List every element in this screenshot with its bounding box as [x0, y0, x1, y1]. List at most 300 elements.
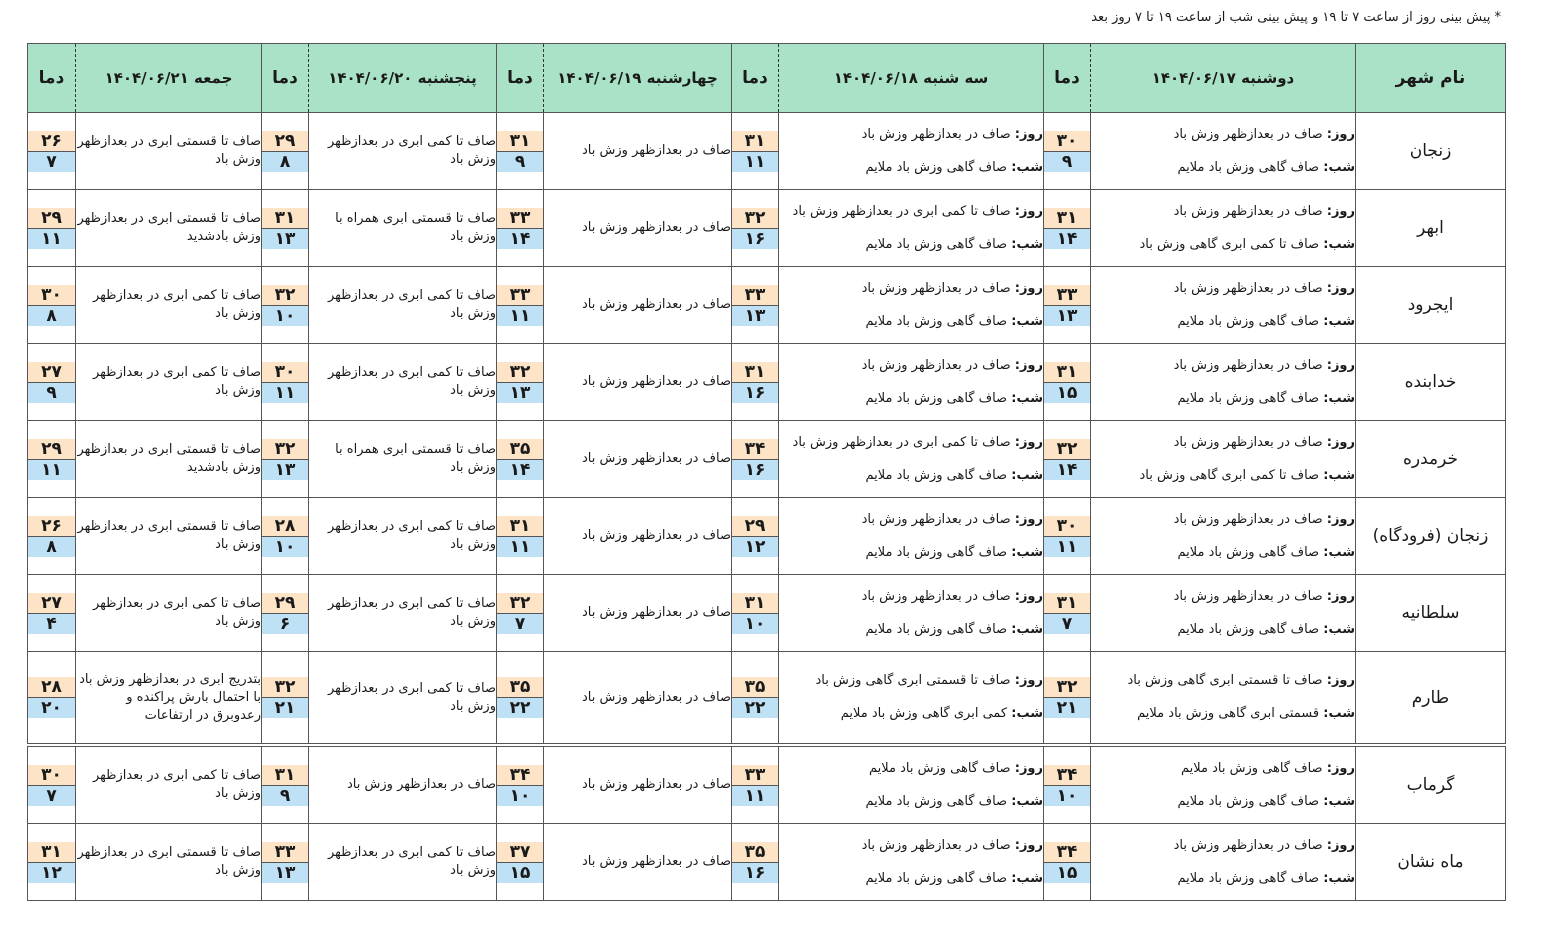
table-row — [28, 575, 1506, 652]
min-temp: ۱۰ — [262, 306, 308, 326]
min-temp: ۴ — [28, 614, 75, 634]
min-temp: ۱۳ — [497, 383, 543, 403]
min-temp: ۱۱ — [732, 786, 778, 806]
night-text: صاف تا کمی ابری گاهی وزش باد — [1139, 236, 1320, 252]
night-text: صاف گاهی وزش باد ملایم — [1177, 793, 1320, 809]
forecast-day5: صاف تا کمی ابری در بعدازظهر وزش باد — [76, 575, 262, 652]
min-temp: ۱۳ — [732, 306, 778, 326]
min-temp: ۱۱ — [262, 383, 308, 403]
forecast-day4: صاف تا قسمتی ابری همراه با وزش باد — [309, 190, 497, 267]
header-temp-1: دما — [1044, 44, 1091, 113]
max-temp: ۳۴ — [497, 765, 543, 786]
day-label: روز: — [1014, 588, 1043, 604]
city-name: ابهر — [1356, 190, 1506, 267]
temp-day4 — [262, 747, 309, 824]
min-temp: ۸ — [262, 152, 308, 172]
city-name: زنجان — [1356, 113, 1506, 190]
max-temp: ۳۵ — [732, 842, 778, 863]
max-temp: ۳۱ — [497, 516, 543, 537]
day-text: صاف در بعدازظهر وزش باد — [1173, 203, 1323, 219]
max-temp: ۳۰ — [28, 285, 75, 306]
table-row — [28, 267, 1506, 344]
day-text: صاف در بعدازظهر وزش باد — [861, 588, 1011, 604]
night-text: قسمتی ابری گاهی وزش باد ملایم — [1137, 706, 1320, 721]
temp-day3 — [497, 267, 544, 344]
temp-day1 — [1044, 344, 1091, 421]
header-day-1: دوشنبه ۱۴۰۴/۰۶/۱۷ — [1091, 44, 1356, 113]
night-text: صاف گاهی وزش باد ملایم — [1177, 621, 1320, 637]
min-temp: ۱۰ — [262, 537, 308, 557]
temp-day2 — [732, 267, 779, 344]
header-row — [28, 44, 1506, 113]
min-temp: ۱۳ — [1044, 306, 1090, 326]
temp-day5 — [28, 652, 76, 744]
min-temp: ۱۵ — [497, 863, 543, 883]
max-temp: ۳۱ — [262, 208, 308, 229]
min-temp: ۱۵ — [1044, 383, 1090, 403]
min-temp: ۱۶ — [732, 863, 778, 883]
min-temp: ۱۱ — [497, 306, 543, 326]
forecast-note: * پیش بینی روز از ساعت ۷ تا ۱۹ و پیش بینی شب از ساعت ۱۹ تا ۷ روز بعد — [1091, 10, 1501, 25]
day-label: روز: — [1326, 203, 1355, 219]
temp-day4 — [262, 498, 309, 575]
min-temp: ۶ — [262, 614, 308, 634]
city-name: سلطانیه — [1356, 575, 1506, 652]
min-temp: ۱۱ — [497, 537, 543, 557]
max-temp: ۳۲ — [262, 285, 308, 306]
forecast-day4: صاف تا قسمتی ابری همراه با وزش باد — [309, 421, 497, 498]
max-temp: ۳۲ — [262, 439, 308, 460]
forecast-day4: صاف تا کمی ابری در بعدازظهر وزش باد — [309, 824, 497, 901]
day-text: صاف در بعدازظهر وزش باد — [1173, 126, 1323, 142]
forecast-day2 — [779, 652, 1044, 744]
forecast-day1 — [1091, 421, 1356, 498]
day-text: صاف در بعدازظهر وزش باد — [1173, 837, 1323, 853]
min-temp: ۱۳ — [262, 863, 308, 883]
day-text: صاف تا قسمتی ابری گاهی وزش باد — [815, 673, 1011, 688]
forecast-day5: صاف تا قسمتی ابری در بعدازظهر وزش باد — [76, 824, 262, 901]
min-temp: ۱۱ — [732, 152, 778, 172]
night-label: شب: — [1323, 544, 1355, 560]
night-label: شب: — [1323, 313, 1355, 329]
min-temp: ۱۰ — [732, 614, 778, 634]
city-name: خدابنده — [1356, 344, 1506, 421]
table-row — [28, 652, 1506, 744]
day-text: صاف گاهی وزش باد ملایم — [1180, 760, 1323, 776]
forecast-day3: صاف در بعدازظهر وزش باد — [544, 344, 732, 421]
max-temp: ۳۳ — [1044, 285, 1090, 306]
day-text: صاف تا کمی ابری در بعدازظهر وزش باد — [792, 203, 1011, 219]
min-temp: ۱۱ — [28, 229, 75, 249]
forecast-day1 — [1091, 267, 1356, 344]
forecast-day5: صاف تا کمی ابری در بعدازظهر وزش باد — [76, 747, 262, 824]
day-text: صاف در بعدازظهر وزش باد — [861, 357, 1011, 373]
min-temp: ۷ — [28, 786, 75, 806]
max-temp: ۳۱ — [1044, 362, 1090, 383]
temp-day3 — [497, 575, 544, 652]
max-temp: ۳۰ — [262, 362, 308, 383]
temp-day5 — [28, 421, 76, 498]
temp-day1 — [1044, 824, 1091, 901]
min-temp: ۱۶ — [732, 229, 778, 249]
temp-day2 — [732, 421, 779, 498]
min-temp: ۱۶ — [732, 460, 778, 480]
night-text: صاف گاهی وزش باد ملایم — [865, 467, 1008, 483]
temp-day3 — [497, 824, 544, 901]
forecast-day1 — [1091, 747, 1356, 824]
forecast-day5: صاف تا قسمتی ابری در بعدازظهر وزش باد — [76, 113, 262, 190]
day-text: صاف در بعدازظهر وزش باد — [1173, 280, 1323, 296]
forecast-day2 — [779, 824, 1044, 901]
forecast-day3: صاف در بعدازظهر وزش باد — [544, 498, 732, 575]
temp-day4 — [262, 575, 309, 652]
day-label: روز: — [1014, 511, 1043, 527]
table-row — [28, 747, 1506, 824]
min-temp: ۹ — [1044, 152, 1090, 172]
min-temp: ۱۱ — [1044, 537, 1090, 557]
max-temp: ۲۹ — [732, 516, 778, 537]
temp-day2 — [732, 747, 779, 824]
max-temp: ۳۲ — [497, 362, 543, 383]
max-temp: ۳۲ — [1044, 439, 1090, 460]
temp-day2 — [732, 113, 779, 190]
night-text: صاف گاهی وزش باد ملایم — [1177, 313, 1320, 329]
night-label: شب: — [1011, 390, 1043, 406]
min-temp: ۱۴ — [1044, 460, 1090, 480]
min-temp: ۷ — [497, 614, 543, 634]
forecast-day2 — [779, 344, 1044, 421]
day-label: روز: — [1014, 837, 1043, 853]
forecast-day3: صاف در بعدازظهر وزش باد — [544, 824, 732, 901]
temp-day5 — [28, 824, 76, 901]
day-text: صاف در بعدازظهر وزش باد — [861, 126, 1011, 142]
min-temp: ۱۲ — [28, 863, 75, 883]
forecast-day4: صاف تا کمی ابری در بعدازظهر وزش باد — [309, 575, 497, 652]
temp-day5 — [28, 747, 76, 824]
night-label: شب: — [1011, 313, 1043, 329]
temp-day5 — [28, 113, 76, 190]
day-text: صاف گاهی وزش باد ملایم — [868, 760, 1011, 776]
temp-day5 — [28, 267, 76, 344]
day-text: صاف در بعدازظهر وزش باد — [1173, 434, 1323, 450]
temp-day4 — [262, 267, 309, 344]
temp-day4 — [262, 652, 309, 744]
night-label: شب: — [1323, 706, 1355, 721]
temp-day1 — [1044, 190, 1091, 267]
min-temp: ۲۱ — [262, 698, 308, 718]
city-name: خرمدره — [1356, 421, 1506, 498]
max-temp: ۳۳ — [732, 285, 778, 306]
table-row — [28, 344, 1506, 421]
min-temp: ۸ — [28, 537, 75, 557]
max-temp: ۳۱ — [1044, 208, 1090, 229]
forecast-day4: صاف تا کمی ابری در بعدازظهر وزش باد — [309, 652, 497, 744]
max-temp: ۲۹ — [28, 208, 75, 229]
max-temp: ۳۳ — [497, 285, 543, 306]
night-text: کمی ابری گاهی وزش باد ملایم — [840, 706, 1008, 721]
night-label: شب: — [1011, 159, 1043, 175]
forecast-day3: صاف در بعدازظهر وزش باد — [544, 113, 732, 190]
max-temp: ۲۷ — [28, 362, 75, 383]
forecast-day3: صاف در بعدازظهر وزش باد — [544, 190, 732, 267]
forecast-day3: صاف در بعدازظهر وزش باد — [544, 267, 732, 344]
night-label: شب: — [1323, 621, 1355, 637]
min-temp: ۹ — [262, 786, 308, 806]
city-name: گرماب — [1356, 747, 1506, 824]
min-temp: ۹ — [497, 152, 543, 172]
forecast-day4: صاف تا کمی ابری در بعدازظهر وزش باد — [309, 267, 497, 344]
max-temp: ۲۸ — [262, 516, 308, 537]
temp-day2 — [732, 498, 779, 575]
header-day-3: چهارشنبه ۱۴۰۴/۰۶/۱۹ — [544, 44, 732, 113]
night-label: شب: — [1011, 793, 1043, 809]
header-day-5: جمعه ۱۴۰۴/۰۶/۲۱ — [76, 44, 262, 113]
temp-day1 — [1044, 652, 1091, 744]
max-temp: ۳۴ — [1044, 765, 1090, 786]
max-temp: ۳۲ — [1044, 677, 1090, 698]
forecast-day1 — [1091, 652, 1356, 744]
max-temp: ۳۷ — [497, 842, 543, 863]
min-temp: ۱۰ — [1044, 786, 1090, 806]
forecast-day5: بتدریج ابری در بعدازظهر وزش باد با احتمال بارش پراکنده و رعدوبرق در ارتفاعات — [76, 652, 262, 744]
night-text: صاف گاهی وزش باد ملایم — [1177, 159, 1320, 175]
max-temp: ۳۲ — [262, 677, 308, 698]
forecast-day3: صاف در بعدازظهر وزش باد — [544, 575, 732, 652]
night-text: صاف گاهی وزش باد ملایم — [865, 236, 1008, 252]
temp-day3 — [497, 421, 544, 498]
day-text: صاف در بعدازظهر وزش باد — [1173, 357, 1323, 373]
day-label: روز: — [1326, 357, 1355, 373]
forecast-day2 — [779, 498, 1044, 575]
night-text: صاف گاهی وزش باد ملایم — [865, 870, 1008, 886]
night-text: صاف گاهی وزش باد ملایم — [865, 390, 1008, 406]
max-temp: ۳۵ — [497, 439, 543, 460]
table-row — [28, 190, 1506, 267]
temp-day3 — [497, 498, 544, 575]
forecast-day3: صاف در بعدازظهر وزش باد — [544, 747, 732, 824]
forecast-table — [27, 43, 1506, 901]
forecast-day2 — [779, 190, 1044, 267]
max-temp: ۳۱ — [732, 131, 778, 152]
header-day-4: پنجشنبه ۱۴۰۴/۰۶/۲۰ — [309, 44, 497, 113]
night-text: صاف تا کمی ابری گاهی وزش باد — [1139, 467, 1320, 483]
min-temp: ۷ — [28, 152, 75, 172]
max-temp: ۳۱ — [28, 842, 75, 863]
header-day-2: سه شنبه ۱۴۰۴/۰۶/۱۸ — [779, 44, 1044, 113]
max-temp: ۲۶ — [28, 516, 75, 537]
forecast-day4: صاف در بعدازظهر وزش باد — [309, 747, 497, 824]
forecast-day5: صاف تا کمی ابری در بعدازظهر وزش باد — [76, 344, 262, 421]
temp-day2 — [732, 575, 779, 652]
night-label: شب: — [1323, 159, 1355, 175]
min-temp: ۲۲ — [732, 698, 778, 718]
forecast-day1 — [1091, 824, 1356, 901]
max-temp: ۳۳ — [732, 765, 778, 786]
temp-day4 — [262, 824, 309, 901]
table-row — [28, 113, 1506, 190]
night-label: شب: — [1323, 390, 1355, 406]
night-text: صاف گاهی وزش باد ملایم — [1177, 870, 1320, 886]
night-label: شب: — [1011, 467, 1043, 483]
max-temp: ۲۶ — [28, 131, 75, 152]
header-city: نام شهر — [1356, 44, 1506, 113]
header-temp-3: دما — [497, 44, 544, 113]
temp-day1 — [1044, 575, 1091, 652]
min-temp: ۱۴ — [497, 460, 543, 480]
max-temp: ۳۱ — [1044, 593, 1090, 614]
day-label: روز: — [1014, 203, 1043, 219]
max-temp: ۳۰ — [1044, 131, 1090, 152]
day-label: روز: — [1326, 673, 1355, 688]
max-temp: ۳۱ — [497, 131, 543, 152]
min-temp: ۱۶ — [732, 383, 778, 403]
day-label: روز: — [1326, 588, 1355, 604]
temp-day1 — [1044, 113, 1091, 190]
day-label: روز: — [1326, 126, 1355, 142]
temp-day1 — [1044, 267, 1091, 344]
day-label: روز: — [1014, 434, 1043, 450]
temp-day2 — [732, 652, 779, 744]
header-temp-4: دما — [262, 44, 309, 113]
max-temp: ۳۰ — [1044, 516, 1090, 537]
day-label: روز: — [1326, 434, 1355, 450]
table-row — [28, 421, 1506, 498]
temp-day1 — [1044, 421, 1091, 498]
night-text: صاف گاهی وزش باد ملایم — [1177, 544, 1320, 560]
forecast-day5: صاف تا قسمتی ابری در بعدازظهر وزش باد — [76, 498, 262, 575]
max-temp: ۲۹ — [28, 439, 75, 460]
max-temp: ۳۴ — [1044, 842, 1090, 863]
day-label: روز: — [1014, 760, 1043, 776]
forecast-day4: صاف تا کمی ابری در بعدازظهر وزش باد — [309, 344, 497, 421]
night-label: شب: — [1011, 706, 1043, 721]
min-temp: ۲۱ — [1044, 698, 1090, 718]
night-label: شب: — [1011, 870, 1043, 886]
min-temp: ۸ — [28, 306, 75, 326]
min-temp: ۱۴ — [497, 229, 543, 249]
min-temp: ۲۰ — [28, 698, 75, 718]
night-label: شب: — [1323, 870, 1355, 886]
forecast-day2 — [779, 575, 1044, 652]
temp-day5 — [28, 498, 76, 575]
temp-day4 — [262, 190, 309, 267]
night-text: صاف گاهی وزش باد ملایم — [865, 313, 1008, 329]
night-label: شب: — [1323, 793, 1355, 809]
max-temp: ۲۸ — [28, 677, 75, 698]
night-text: صاف گاهی وزش باد ملایم — [865, 544, 1008, 560]
city-name: ماه نشان — [1356, 824, 1506, 901]
min-temp: ۱۰ — [497, 786, 543, 806]
temp-day4 — [262, 113, 309, 190]
city-name: طارم — [1356, 652, 1506, 744]
min-temp: ۲۲ — [497, 698, 543, 718]
temp-day3 — [497, 652, 544, 744]
max-temp: ۳۲ — [732, 208, 778, 229]
temp-day3 — [497, 747, 544, 824]
temp-day4 — [262, 344, 309, 421]
temp-day1 — [1044, 498, 1091, 575]
forecast-day4: صاف تا کمی ابری در بعدازظهر وزش باد — [309, 113, 497, 190]
city-name: زنجان (فرودگاه) — [1356, 498, 1506, 575]
day-text: صاف تا کمی ابری در بعدازظهر وزش باد — [792, 434, 1011, 450]
table-row — [28, 824, 1506, 901]
forecast-day1 — [1091, 575, 1356, 652]
temp-day1 — [1044, 747, 1091, 824]
day-label: روز: — [1326, 760, 1355, 776]
temp-day2 — [732, 824, 779, 901]
max-temp: ۲۷ — [28, 593, 75, 614]
forecast-day1 — [1091, 190, 1356, 267]
night-text: صاف گاهی وزش باد ملایم — [1177, 390, 1320, 406]
header-temp-2: دما — [732, 44, 779, 113]
min-temp: ۱۵ — [1044, 863, 1090, 883]
day-label: روز: — [1014, 126, 1043, 142]
forecast-day5: صاف تا قسمتی ابری در بعدازظهر وزش بادشدید — [76, 421, 262, 498]
temp-day4 — [262, 421, 309, 498]
min-temp: ۱۱ — [28, 460, 75, 480]
night-label: شب: — [1323, 467, 1355, 483]
header-temp-5: دما — [28, 44, 76, 113]
day-text: صاف تا قسمتی ابری گاهی وزش باد — [1127, 673, 1323, 688]
temp-day5 — [28, 575, 76, 652]
max-temp: ۳۱ — [262, 765, 308, 786]
forecast-day5: صاف تا قسمتی ابری در بعدازظهر وزش بادشدید — [76, 190, 262, 267]
day-label: روز: — [1326, 837, 1355, 853]
forecast-day1 — [1091, 113, 1356, 190]
night-text: صاف گاهی وزش باد ملایم — [865, 621, 1008, 637]
forecast-day4: صاف تا کمی ابری در بعدازظهر وزش باد — [309, 498, 497, 575]
day-text: صاف در بعدازظهر وزش باد — [1173, 588, 1323, 604]
day-text: صاف در بعدازظهر وزش باد — [861, 837, 1011, 853]
temp-day3 — [497, 190, 544, 267]
temp-day3 — [497, 113, 544, 190]
day-label: روز: — [1326, 280, 1355, 296]
forecast-day5: صاف تا کمی ابری در بعدازظهر وزش باد — [76, 267, 262, 344]
max-temp: ۳۵ — [497, 677, 543, 698]
temp-day2 — [732, 190, 779, 267]
min-temp: ۷ — [1044, 614, 1090, 634]
day-text: صاف در بعدازظهر وزش باد — [861, 511, 1011, 527]
max-temp: ۳۲ — [497, 593, 543, 614]
night-label: شب: — [1011, 544, 1043, 560]
night-text: صاف گاهی وزش باد ملایم — [865, 159, 1008, 175]
table-row — [28, 498, 1506, 575]
max-temp: ۲۹ — [262, 593, 308, 614]
forecast-day2 — [779, 267, 1044, 344]
day-text: صاف در بعدازظهر وزش باد — [1173, 511, 1323, 527]
min-temp: ۹ — [28, 383, 75, 403]
night-label: شب: — [1011, 621, 1043, 637]
min-temp: ۱۴ — [1044, 229, 1090, 249]
forecast-day1 — [1091, 344, 1356, 421]
min-temp: ۱۳ — [262, 460, 308, 480]
day-label: روز: — [1326, 511, 1355, 527]
day-label: روز: — [1014, 280, 1043, 296]
city-name: ایجرود — [1356, 267, 1506, 344]
max-temp: ۳۱ — [732, 593, 778, 614]
forecast-day2 — [779, 113, 1044, 190]
day-label: روز: — [1014, 357, 1043, 373]
temp-day3 — [497, 344, 544, 421]
night-label: شب: — [1323, 236, 1355, 252]
night-text: صاف گاهی وزش باد ملایم — [865, 793, 1008, 809]
forecast-day1 — [1091, 498, 1356, 575]
max-temp: ۳۰ — [28, 765, 75, 786]
max-temp: ۳۳ — [497, 208, 543, 229]
day-text: صاف در بعدازظهر وزش باد — [861, 280, 1011, 296]
forecast-day3: صاف در بعدازظهر وزش باد — [544, 421, 732, 498]
day-label: روز: — [1014, 673, 1043, 688]
